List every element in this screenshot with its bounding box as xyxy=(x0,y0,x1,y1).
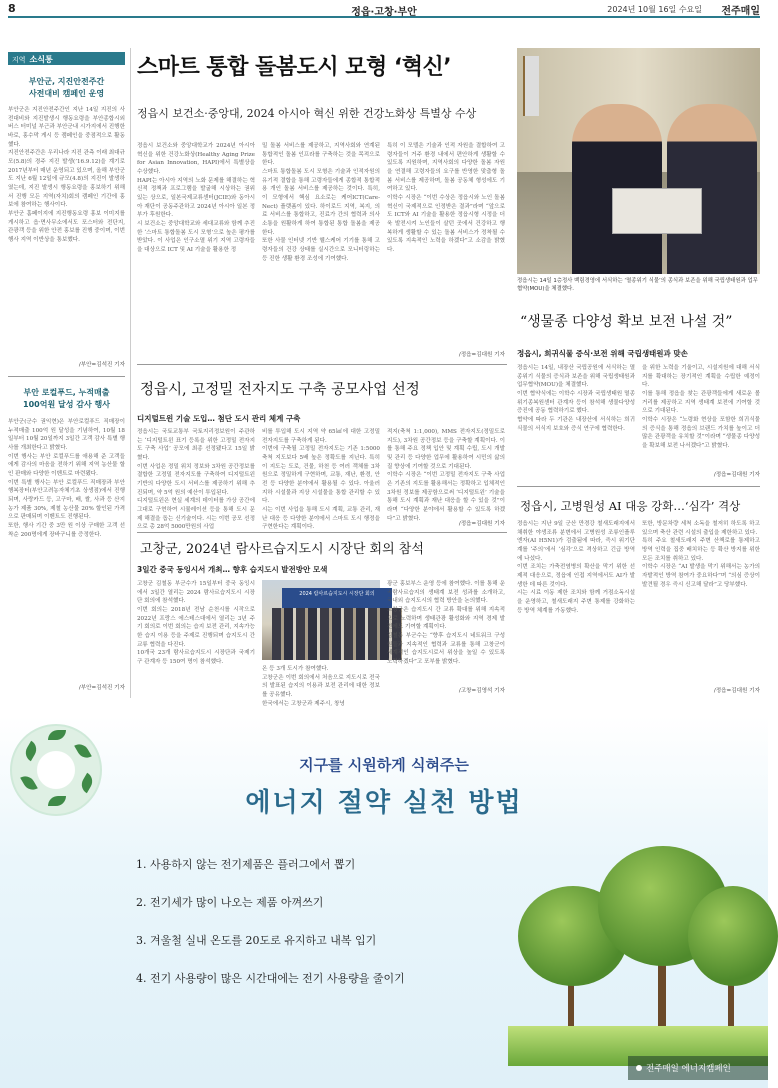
ramsar-column-2: 온 등 3개 도시가 참여했다. 고창군은 이번 회의에서 처음으로 지도시로 전국의 발표된 습지의 이용과 보전 관리에 대한 정보를 공유했다. 한국에서는 고창군과 제주시, 창녕 xyxy=(262,666,380,707)
ramsar-credit: /고창=김영석 기자 xyxy=(458,688,505,694)
ad-subtitle: 에너지 절약 실천 방법 xyxy=(245,788,523,818)
column-divider xyxy=(130,48,131,698)
biodiversity-headline: “생물종 다양성 확보 보전 나설 것” xyxy=(520,314,733,330)
ramsar-headline: 고창군, 2024년 람사르습지도시 시장단 회의 참석 xyxy=(140,542,424,557)
ad-title: 지구를 시원하게 식혀주는 xyxy=(299,756,469,774)
page-header xyxy=(8,2,760,18)
lead-headline: 스마트 통합 돌봄도시 모형 ‘혁신’ xyxy=(137,55,452,80)
map-headline: 정읍시, 고정밀 전자지도 구축 공모사업 선정 xyxy=(140,382,420,398)
ad-footer: 전주매일 에너지캠페인 xyxy=(628,1056,768,1080)
ai-credit: /정읍=김대원 기자 xyxy=(713,688,760,694)
lead-column-1: 정읍시 보건소와 중앙대학교가 2024년 아시아 혁신을 위한 건강노화상(Healthy Aging Prize for Asian Innovation, HAPI)에서 특별상을 수상했다. HAPI는 아시아 지역의 노화 문제를 해결하는 혁신적 정책과 프로그램을 발굴해 시상하는 권위 있는 상으로, 일본국제교류센터(JCIE)와 동아시아 재단이 공동주관하고 2024년 아시아 일본 정부가 후원한다. 시 보건소는 중앙대학교와 세대교류와 함께 추진한 ‘스마트 통합돌봄 도시 모형’으로 높은 평가를 받았다. 이 사업은 인구소멸 위기 지역 고령자들을 대상으로 ICT 및 AI 기술을 활용한 정 xyxy=(137,143,255,253)
divider xyxy=(137,532,507,533)
map-column-3: 적지(축척 1:1,000), MMS 전자지도(정밀도로지도), 3차원 공간정보 등을 구축할 계획이다. 이를 통해 주요 정책 입안 및 계획 수립, 도시 개발 및 관리 등 다양한 업무에 활용하여 시민의 삶의 질 향상에 기여할 것으로 기대된다. 이학수 시장은 “이번 고정밀 전자지도 구축 사업은 기존의 지도를 활용해서는 정확하고 입체적인 3차원 정보를 제공함으로써 ‘디지털트윈’ 기술을 통해 도시 계획과 재난 대응을 할 수 있을 것”이라며 “다양한 분야에서 활용할 수 있도록 하겠다”고 밝혔다. xyxy=(387,429,505,522)
ad-tips-list xyxy=(136,856,556,1008)
bullet-icon xyxy=(636,1065,642,1071)
page-number: 8 xyxy=(8,2,16,15)
trees-illustration xyxy=(508,846,768,1066)
section-title: 정읍·고창·부안 xyxy=(351,7,417,18)
lead-credit: /정읍=김대원 기자 xyxy=(458,352,505,358)
lead-subhead: 정읍시 보건소·중앙대, 2024 아시아 혁신 위한 건강노화상 특별상 수상 xyxy=(137,107,477,120)
lead-photo-caption: 정읍시는 14일 1층정사 백림경영에 서식하는 ‘멸종위기 식물’의 종식과 보존을 위해 국립생태원과 업무협약(MOU)을 체결했다. xyxy=(517,278,758,292)
ad-tip: 1. 사용하지 않는 전기제품은 플러그에서 뽑기 xyxy=(136,858,356,871)
sidebar-article-credit: /부안=김석진 기자 xyxy=(78,362,125,368)
newspaper-name: 전주매일 xyxy=(721,6,760,17)
sidebar-article-title: 부안 로컬푸드, 누적매출 100억원 달성 감사 행사 xyxy=(23,388,110,409)
ai-column-1: 정읍시는 지난 9일 군산 만경강 철새도래지에서 채취한 야생조류 분변에서 고병원성 조류인플루엔자(AI H5N1)가 검출됨에 따라, 즉시 위기단계를 ‘주의’에서 ‘심각’으로 격상하고 긴급 방역에 나섰다. 이번 조치는 가축전염병의 확산을 막기 위한 선제적 대응으로, 정읍에 인접 지역에서도 AI가 발생한 데 따른 것이다. 시는 시료 이동 제한 조치와 함께 거점소독시설을 운영하고, 철새도래지 주변 통제를 강화하는 등 방역 체계를 가동했다. xyxy=(517,521,635,614)
ad-tip: 3. 겨울철 실내 온도를 20도로 유지하고 내복 입기 xyxy=(136,934,377,947)
ai-headline: 정읍시, 고병원성 AI 대응 강화…‘심각’ 격상 xyxy=(520,499,741,513)
lead-photo xyxy=(517,48,760,274)
biodiversity-credit: /정읍=김대원 기자 xyxy=(713,472,760,478)
map-column-2: 비를 투입해 도시 지역 약 65㎢에 대한 고정밀 전자지도를 구축하게 된다. 이번에 구축될 고정밀 전자지도는 기존 1:5000 축척 지도보다 5배 높은 정확도를 지닌다. 특히 이 지도는 도로, 건물, 하천 등 여러 객체를 3차원으로 정밀하게 구현하며, 교통, 재난, 환경, 안전 등 다양한 분야에서 활용될 수 있다. 아울러 지하 시설물과 지상 시설물을 통합 관리할 수 있다. 시는 이번 사업을 통해 도시 계획, 교통 관리, 재난 대응 등 다양한 분야에서 스마트 도시 행정을 구현한다는 계획이다. xyxy=(262,429,380,531)
sidebar-article-body: 부안군(군수 권익현)은 부안로컬푸드 직매장이 누적매출 100억 원 달성을 기념하여, 10월 18일부터 10월 20일까지 3일간 고객 감사 특별 행사를 개최한다고 밝혔다. 이번 행사는 부안 로컬푸드를 애용해 준 고객들에게 감사의 마음을 전하기 위해 지역 농산물 할인 판매와 다양한 이벤트로 마련됐다. 이번 특별 행사는 부안 로컬푸드 직매장과 부안 행복장터(부안고려농자체기초 상생점)에서 진행되며, 사랑카드 등, 고구마, 배, 쌀, 사과 등 산지농가 제품 30%, 제철 농산물 20% 할인된 가격으로 판매되며 이벤트도 진행된다. 또한, 행사 기간 중 3만 원 이상 구매한 고객 선착순 200명에게 장바구니를 증정한다. xyxy=(8,419,125,538)
lead-column-2: 밀 돌봄 서비스를 제공하고, 지역사회와 연계된 통합적인 돌봄 인프라를 구축하는 것을 목적으로 한다. 스마트 통합돌봄 도시 모형은 기술과 인적자원의 유기적 결합을 통해 고령자들에게 종합적 통합적용 개인 돌봄 서비스를 제공하는 것이다. 특히, 이 모형에서 핵심 요소로는 케어ICT(Care-Nect) 플랫폼이 있다. 하이로드 지역, 복지, 의료 서비스를 통합하고, 진료가 간의 협력과 의사소통을 원활하게 하여 통합된 통합 돌봄을 제공한다. 또한 사물 인터넷 기반 헬스케어 기기를 통해 고령자들의 건강 상태를 실시간으로 모니터링하는 등 진한 생활 환경 조성에 기여했다. xyxy=(262,143,380,262)
ai-column-2: 또한, 방문차량 세척 소독을 철저히 하도록 하고 있으며 축산 관련 시설의 출입을 제한하고 있다. 특히 주요 철새도래지 주변 산책로를 통제하고 방역 인력을 집중 배치하는 등 확산 방지를 위한 모든 조치를 취하고 있다. 이학수 시장은 “AI 발생을 막기 위해서는 농가의 자발적인 방역 참여가 중요하다”며 “의심 증상이 발견될 경우 즉시 신고해 달라”고 당부했다. xyxy=(642,521,760,588)
map-column-1: 정읍시는 국토교통부 국토지리정보원이 주관하는 ‘디지털트윈 표기 등록을 위한 고정밀 전자지도 구축 사업’ 공모에 최종 선정됐다고 15일 밝혔다. 이번 사업은 정밀 위치 정보와 3차원 공간정보를 결합한 고정밀 전자지도를 구축하여 디지털트윈 기반의 다양한 도시 서비스를 제공하기 위해 추진되며, 약 5억 원의 예산이 투입된다. 디지털트윈은 현실 세계의 데이터를 가상 공간에 그대로 구현하여 시뮬레이션 등을 통해 도시 문제 해결을 돕는 신기술이다. 시는 이번 공모 선정으로 총 28억 5000만원의 사업 xyxy=(137,429,255,531)
ad-tip: 2. 전기세가 많이 나오는 제품 아껴쓰기 xyxy=(136,896,324,909)
sidebar-article-credit: /부안=김석진 기자 xyxy=(78,685,125,691)
lead-column-3: 특히 이 모델은 기술과 인적 자원을 결합하여 고령자들이 거주 환경 내에서 편안하게 생활할 수 있도록 지원하며, 지역사회의 다양한 돌봄 자원을 연결해 고령자들의 요구를 반영한 맞춤형 돌봄 서비스를 제공하며, 돌봄 공동체 형성에도 기여하고 있다. 이학수 시장은 “이번 수상은 정읍시와 노인 돌봄 혁신이 국제적으로 인정받은 결과”라며 “앞으로도 ICT와 AI 기술을 활용한 정읍시형 시정을 더욱 발전시켜 노인들이 살던 곳에서 건강하고 행복하게 생활할 수 있는 돌봄 서비스가 정착될 수 있도록 지속적인 노력을 하겠다”고 소감을 밝혔다. xyxy=(387,143,505,253)
energy-campaign-ad xyxy=(0,716,768,1088)
ramsar-photo xyxy=(262,580,380,660)
biodiversity-column-1: 정읍시는 14일, 내장산 국립공원에 서식하는 멸종위기 식물의 증식과 보존을 위해 국립생태원과 업무협약(MOU)을 체결했다. 이번 협약식에는 이학수 시장과 국립생태원 멸종위기종복원센터 관계자 등이 참석해 생물다양성 증진에 공동 협력하기로 했다. 협약에 따라 두 기관은 내장산에 서식하는 희귀식물의 서식지 보호와 증식 연구에 협력한다. xyxy=(517,365,635,432)
ramsar-subhead: 3일간 중국 동잉시서 개최… 향후 습지도시 발전방안 모색 xyxy=(137,565,328,574)
divider xyxy=(517,486,760,487)
map-credit: /정읍=김대원 기자 xyxy=(458,521,505,527)
divider xyxy=(137,364,507,365)
ramsar-photo-banner: 2024 람사르습지도시 시장단 회의 xyxy=(282,588,392,612)
issue-date: 2024년 10월 16일 수요일 xyxy=(607,5,702,14)
ramsar-column-1: 고창군 김철동 부군수가 15일부터 중국 동잉시에서 3일간 열리는 2024 람사르습지도시 시장단 회의에 참석했다. 이번 회의는 2018년 전남 순천시를 시작으로 2022년 프랑스 에스테스대에서 열리는 3년 주기 회의로 이번 회의는 습지 보전 관리, 지속가능한 습지 이용 등을 주제로 진행되며 습지도시 간 교류 협력을 다진다. 10개국 23개 람사르습지도시 시장단과 국제기구 관계자 등 150여 명이 참석했다. xyxy=(137,581,255,665)
ad-tip: 4. 전기 사용량이 많은 시간대에는 전기 사용량을 줄이기 xyxy=(136,972,405,985)
sidebar-article-body: 부안군은 지진안전주간인 지난 14일 지진의 사전대비와 지진발생시 행동요령을 부안종합시외버스 터미널 부근과 부안군내 시가지에서 진행한 바로, 홍수막 게시 등 캠페인을 중점적으로 활동했다. 지진안전주간은 우리나라 지진 관측 이래 최대규모(5.8)의 경주 지진 발생(’16.9.12)을 계기로 2017년부터 매년 운영되고 있으며, 올해 부안군도 지난 6월 12일에 규모(4.8)의 지진이 발생하였는데, 지진 발생시 행동요령을 홍보하기 위해서 진행 모든 지역(자치)회의 캠페인 기간에 홍보에 참여하는 행사이다. 부안군 홈페이지에 지진행동요령 홍보 이미지를 게시하고 읍·면사무소에서도 포스터와 전단지, 관광객 등을 위한 안전 홍보를 진행 중이며, 이번 행사 지역 이반상을 통보했다. xyxy=(8,107,125,243)
sidebar-section-label: 지역 소식통 xyxy=(8,52,125,65)
biodiversity-subhead: 정읍시, 희귀식물 증식·보전 위해 국립생태원과 맞손 xyxy=(517,349,688,358)
sidebar-article-title: 부안군, 지진안전주간 사전대비 캠페인 운영 xyxy=(28,77,105,98)
map-subhead: 디지털트윈 기술 도입… 첨단 도시 관리 체계 구축 xyxy=(137,414,301,423)
divider xyxy=(8,376,125,377)
ramsar-column-3: 광군 홍보부스 운영 등에 참여했다. 이를 통해 운곡람사르습지의 생태계 보전 성과를 소개하고, 국내외 습지도시의 협력 방안을 논의했다. 고창군은 습지도시 간 교류 확대를 위해 지속적으로 노력하며 생태관광 활성화와 지역 경제 발전에도 기여할 계획이다. 김철동 부군수는 “향후 습지도시 네트워크 구성원들과 지속적인 협력과 교류를 통해 고창군이 세계적인 습지도시로서 위상을 높일 수 있도록 노력하겠다”고 포부를 밝혔다. xyxy=(387,581,505,665)
biodiversity-column-2: 을 위한 노력을 기울이고, 시설지원에 대해 서식지를 확대하는 장기적인 계획을 수립한 예정이다. 이를 통해 정읍을 찾는 관광객들에게 새로운 볼거리를 제공하고 지역 생태계 보전에 기여할 것으로 기대된다. 이학수 시장은 “노령화 현상을 포함한 희귀식물의 증식을 통해 정읍의 브랜드 가치를 높이고 더 많은 관광객을 유치할 것”이라며 “생물종 다양성을 확보해 보전 나서겠다”고 밝혔다. xyxy=(642,365,760,449)
